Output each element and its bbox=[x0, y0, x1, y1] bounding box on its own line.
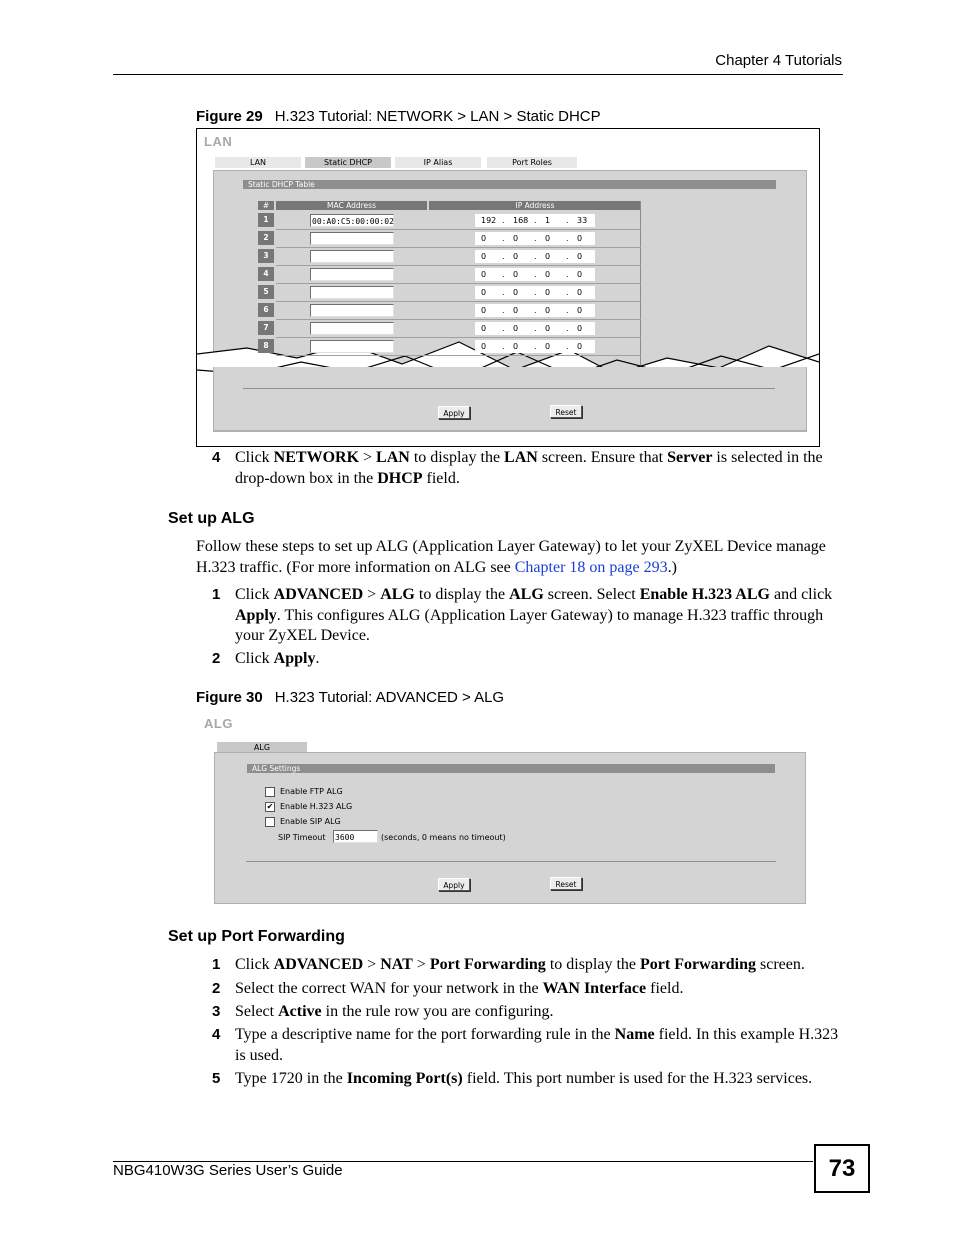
step-number: 1 bbox=[212, 956, 221, 973]
bold-term: Incoming Port(s) bbox=[346, 1070, 463, 1087]
tab-static-dhcp[interactable]: Static DHCP bbox=[305, 156, 391, 168]
row-divider bbox=[276, 229, 641, 230]
sip-alg-checkbox[interactable] bbox=[265, 817, 275, 827]
tab-port-roles[interactable]: Port Roles bbox=[487, 156, 577, 168]
ip-octet: 0 bbox=[545, 252, 551, 261]
ip-octet: 168 bbox=[513, 216, 529, 225]
chapter-18-link[interactable]: Chapter 18 on page 293 bbox=[514, 558, 668, 576]
section-bar-alg-settings: ALG Settings bbox=[247, 764, 775, 773]
ip-dot: . bbox=[502, 252, 505, 261]
ip-octet: 1 bbox=[545, 216, 551, 225]
ip-dot: . bbox=[566, 252, 569, 261]
ip-address-input[interactable] bbox=[475, 250, 595, 263]
figure-30-caption bbox=[196, 689, 504, 706]
panel-divider bbox=[243, 388, 775, 389]
text-run: is selected in the drop-down box in the bbox=[235, 449, 823, 487]
col-header-num: # bbox=[258, 201, 274, 210]
ip-address-input[interactable] bbox=[475, 214, 595, 227]
bold-term: Apply bbox=[235, 606, 277, 624]
screen-title-alg: ALG bbox=[204, 716, 233, 731]
text-run: in the rule row you are configuring. bbox=[321, 1003, 554, 1020]
ip-dot: . bbox=[502, 306, 505, 315]
ip-dot: . bbox=[502, 216, 505, 225]
col-header-mac: MAC Address bbox=[276, 201, 427, 210]
ip-dot: . bbox=[566, 270, 569, 279]
ip-dot: . bbox=[566, 342, 569, 351]
text-run: > bbox=[359, 449, 377, 466]
step-text bbox=[235, 1002, 845, 1023]
bold-term: Apply bbox=[273, 650, 316, 667]
ftp-alg-label: Enable FTP ALG bbox=[280, 787, 343, 796]
section-bar-static-dhcp: Static DHCP Table bbox=[243, 180, 776, 189]
figure-29-caption bbox=[196, 108, 601, 125]
bold-term: Enable H.323 ALG bbox=[639, 586, 770, 603]
reset-button[interactable]: Reset bbox=[550, 405, 582, 418]
step-text bbox=[235, 585, 845, 647]
text-run: Click bbox=[235, 449, 274, 466]
ip-octet: 0 bbox=[481, 324, 487, 333]
screen-title-lan: LAN bbox=[204, 134, 233, 149]
h323-alg-label: Enable H.323 ALG bbox=[280, 802, 353, 811]
ip-octet: 0 bbox=[513, 306, 519, 315]
tab-ip-alias[interactable]: IP Alias bbox=[395, 156, 481, 168]
text-run: > bbox=[363, 586, 381, 603]
ip-octet: 0 bbox=[545, 324, 551, 333]
ip-dot: . bbox=[502, 324, 505, 333]
figure-29-screenshot bbox=[196, 128, 820, 447]
row-number: 2 bbox=[258, 231, 274, 245]
ip-address-input[interactable] bbox=[475, 340, 595, 353]
ip-address-input[interactable] bbox=[475, 232, 595, 245]
mac-address-input[interactable] bbox=[310, 286, 394, 299]
bold-term: Port Forwarding bbox=[429, 956, 546, 973]
ip-dot: . bbox=[534, 306, 537, 315]
bold-term: NETWORK bbox=[273, 449, 360, 466]
figure-30-text: H.323 Tutorial: ADVANCED > ALG bbox=[274, 689, 505, 706]
col-header-ip: IP Address bbox=[429, 201, 641, 210]
bold-term: LAN bbox=[376, 449, 410, 466]
bold-term: ADVANCED bbox=[273, 956, 364, 973]
figure-30-screenshot bbox=[196, 712, 818, 906]
page-number: 73 bbox=[814, 1144, 870, 1193]
bold-term: ALG bbox=[380, 586, 415, 603]
text-run: field. bbox=[422, 469, 460, 487]
mac-address-input[interactable] bbox=[310, 340, 394, 353]
text-run: Select bbox=[235, 1003, 279, 1020]
ip-octet: 0 bbox=[481, 288, 487, 297]
step-number: 4 bbox=[212, 449, 221, 466]
row-divider bbox=[276, 355, 641, 356]
row-number: 7 bbox=[258, 321, 274, 335]
step-text bbox=[235, 649, 845, 670]
guide-title: NBG410W3G Series User’s Guide bbox=[113, 1162, 343, 1179]
ip-octet: 0 bbox=[545, 288, 551, 297]
text-run: field. bbox=[646, 980, 684, 997]
bold-term: ADVANCED bbox=[273, 586, 364, 603]
ip-dot: . bbox=[534, 324, 537, 333]
ip-octet: 192 bbox=[481, 216, 497, 225]
h323-alg-checkbox[interactable]: ✔ bbox=[266, 802, 274, 811]
text-run: . bbox=[315, 650, 320, 667]
bold-term: ALG bbox=[509, 586, 544, 603]
ip-octet: 0 bbox=[545, 306, 551, 315]
ip-dot: . bbox=[534, 288, 537, 297]
step-number: 4 bbox=[212, 1026, 221, 1043]
chapter-title: Chapter 4 Tutorials bbox=[715, 52, 842, 69]
sip-timeout-label: SIP Timeout bbox=[278, 833, 326, 842]
alg-intro bbox=[196, 537, 844, 578]
bold-term: Active bbox=[278, 1003, 322, 1020]
text-run: screen. Ensure that bbox=[537, 449, 668, 466]
section-heading-port-forwarding: Set up Port Forwarding bbox=[168, 928, 345, 945]
figure-29-label: Figure 29 bbox=[196, 108, 263, 125]
sip-timeout-input[interactable]: 3600 bbox=[333, 830, 378, 843]
ip-address-input[interactable] bbox=[475, 286, 595, 299]
ip-address-input[interactable] bbox=[475, 268, 595, 281]
ip-octet: 0 bbox=[577, 234, 583, 243]
row-number: 4 bbox=[258, 267, 274, 281]
alg-settings-panel bbox=[214, 752, 806, 904]
ip-dot: . bbox=[566, 288, 569, 297]
ip-octet: 0 bbox=[577, 306, 583, 315]
bold-term: Port Forwarding bbox=[640, 956, 757, 973]
reset-button[interactable]: Reset bbox=[550, 877, 582, 890]
bold-term: Server bbox=[667, 449, 713, 466]
tab-lan[interactable]: LAN bbox=[215, 156, 301, 168]
row-number: 8 bbox=[258, 339, 274, 353]
text-run: Click bbox=[235, 586, 274, 603]
text-run: to display the bbox=[545, 956, 641, 973]
row-divider bbox=[276, 319, 641, 320]
ip-dot: . bbox=[566, 216, 569, 225]
text-run: screen. bbox=[756, 956, 805, 973]
text-run: Select the correct WAN for your network in the bbox=[235, 980, 543, 997]
text-run: . This configures ALG (Application Layer Gateway) to manage H.323 traffic through your ZyXEL Device. bbox=[235, 606, 824, 644]
ip-octet: 0 bbox=[577, 324, 583, 333]
step-text bbox=[235, 448, 845, 489]
text-run: > bbox=[412, 956, 430, 973]
row-number: 5 bbox=[258, 285, 274, 299]
text-run: and click bbox=[769, 586, 833, 603]
bold-term: WAN Interface bbox=[542, 980, 647, 997]
ip-octet: 0 bbox=[513, 342, 519, 351]
bold-term: DHCP bbox=[377, 469, 423, 487]
ip-octet: 0 bbox=[545, 342, 551, 351]
row-divider bbox=[276, 247, 641, 248]
text-run: field. In this example H.323 is used. bbox=[235, 1026, 839, 1064]
ip-dot: . bbox=[566, 306, 569, 315]
ip-octet: 0 bbox=[481, 270, 487, 279]
row-number: 6 bbox=[258, 303, 274, 317]
mac-address-input[interactable] bbox=[310, 304, 394, 317]
text-run: Click bbox=[235, 956, 274, 973]
header-rule bbox=[113, 74, 843, 75]
ip-octet: 0 bbox=[481, 306, 487, 315]
figure-30-label: Figure 30 bbox=[196, 689, 263, 706]
row-divider bbox=[276, 265, 641, 266]
row-number: 1 bbox=[258, 213, 274, 227]
ip-dot: . bbox=[502, 234, 505, 243]
ip-dot: . bbox=[502, 342, 505, 351]
step-text bbox=[235, 1025, 845, 1066]
mac-address-input[interactable] bbox=[310, 268, 394, 281]
ip-octet: 0 bbox=[513, 252, 519, 261]
step-number: 3 bbox=[212, 1003, 221, 1020]
mac-address-input[interactable] bbox=[310, 250, 394, 263]
ip-address-input[interactable] bbox=[475, 322, 595, 335]
section-heading-alg: Set up ALG bbox=[168, 510, 255, 527]
ip-octet: 0 bbox=[577, 270, 583, 279]
row-divider bbox=[276, 301, 641, 302]
ftp-alg-checkbox[interactable] bbox=[265, 787, 275, 797]
apply-button[interactable]: Apply bbox=[438, 878, 470, 891]
step-number: 2 bbox=[212, 650, 221, 667]
mac-address-input[interactable] bbox=[310, 232, 394, 245]
row-divider bbox=[276, 283, 641, 284]
sip-timeout-hint: (seconds, 0 means no timeout) bbox=[381, 833, 506, 842]
ip-octet: 0 bbox=[513, 234, 519, 243]
row-divider bbox=[276, 337, 641, 338]
ip-dot: . bbox=[566, 234, 569, 243]
text-run: Click bbox=[235, 650, 274, 667]
bold-term: LAN bbox=[504, 449, 538, 466]
step-text bbox=[235, 1069, 845, 1090]
text-run: to display the bbox=[414, 586, 510, 603]
apply-button[interactable]: Apply bbox=[438, 406, 470, 419]
panel-divider bbox=[246, 861, 776, 862]
text-run: field. This port number is used for the H.323 services. bbox=[462, 1070, 813, 1087]
row-number: 3 bbox=[258, 249, 274, 263]
ip-octet: 0 bbox=[513, 270, 519, 279]
text-run: Type a descriptive name for the port forwarding rule in the bbox=[235, 1026, 615, 1043]
ip-octet: 0 bbox=[545, 270, 551, 279]
step-number: 1 bbox=[212, 586, 221, 603]
ip-octet: 0 bbox=[577, 288, 583, 297]
step-number: 5 bbox=[212, 1070, 221, 1087]
text-run: to display the bbox=[409, 449, 505, 466]
ip-dot: . bbox=[534, 216, 537, 225]
settings-panel-lower bbox=[213, 367, 807, 431]
mac-address-input[interactable] bbox=[310, 322, 394, 335]
ip-dot: . bbox=[534, 270, 537, 279]
ip-dot: . bbox=[534, 252, 537, 261]
ip-octet: 0 bbox=[513, 288, 519, 297]
alg-intro-text: Follow these steps to set up ALG (Application Layer Gateway) to let your ZyXEL Device manage H.323 traffic. (For more information on ALG see bbox=[196, 538, 826, 576]
mac-address-input[interactable]: 00:A0:C5:00:00:02 bbox=[310, 214, 394, 227]
ip-octet: 0 bbox=[577, 342, 583, 351]
ip-octet: 0 bbox=[481, 342, 487, 351]
figure-29-text: H.323 Tutorial: NETWORK > LAN > Static DHCP bbox=[274, 108, 601, 125]
alg-intro-end: .) bbox=[667, 558, 677, 576]
ip-octet: 0 bbox=[481, 252, 487, 261]
ip-dot: . bbox=[502, 288, 505, 297]
ip-dot: . bbox=[534, 234, 537, 243]
step-number: 2 bbox=[212, 980, 221, 997]
ip-octet: 0 bbox=[545, 234, 551, 243]
text-run: screen. Select bbox=[543, 586, 640, 603]
ip-octet: 0 bbox=[481, 234, 487, 243]
ip-octet: 0 bbox=[577, 252, 583, 261]
step-text bbox=[235, 979, 845, 1000]
text-run: Type 1720 in the bbox=[235, 1070, 347, 1087]
ip-address-input[interactable] bbox=[475, 304, 595, 317]
ip-dot: . bbox=[566, 324, 569, 333]
tab-alg[interactable]: ALG bbox=[217, 741, 307, 753]
ip-dot: . bbox=[502, 270, 505, 279]
step-text bbox=[235, 955, 845, 976]
ip-dot: . bbox=[534, 342, 537, 351]
text-run: > bbox=[363, 956, 381, 973]
ip-octet: 33 bbox=[577, 216, 588, 225]
bold-term: Name bbox=[614, 1026, 655, 1043]
ip-octet: 0 bbox=[513, 324, 519, 333]
sip-alg-label: Enable SIP ALG bbox=[280, 817, 341, 826]
bold-term: NAT bbox=[380, 956, 413, 973]
